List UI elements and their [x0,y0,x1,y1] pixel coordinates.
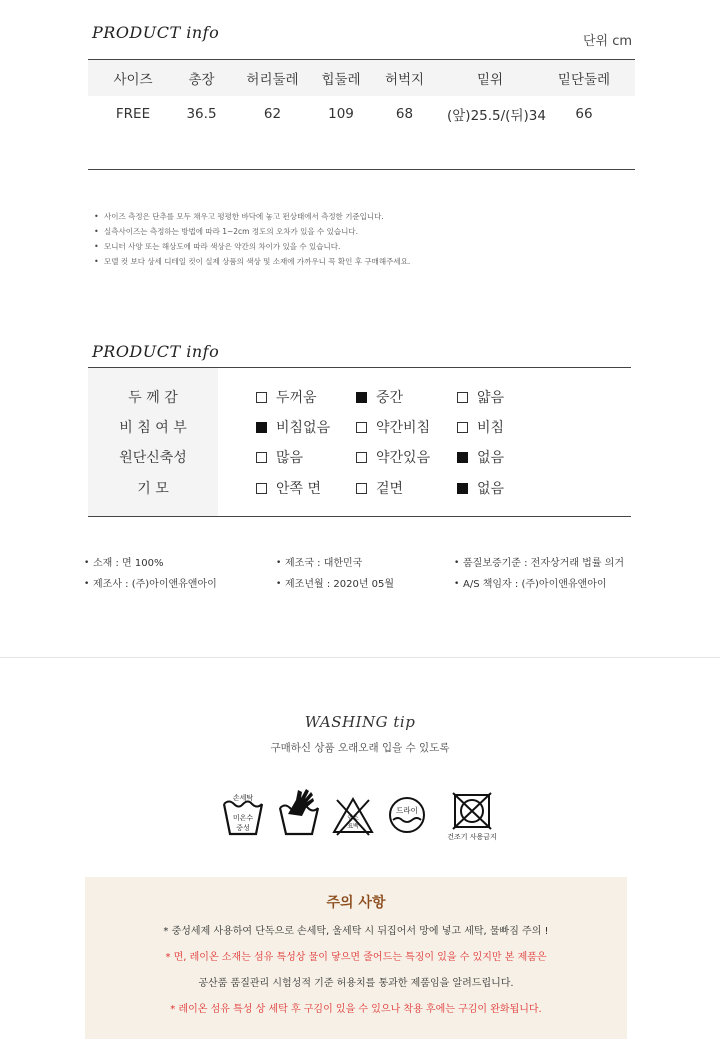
measurement-notes [94,209,410,269]
spec-date: • 제조년월 : 2020년 05월 [276,574,394,595]
spec-warranty: • 품질보증기준 : 전자상거래 법률 의거 [454,553,624,574]
row-label: 비 침 여 부 [119,420,187,436]
option-label: 없음 [477,481,505,497]
spec-country: • 제조국 : 대한민국 [276,553,394,574]
option-label: 중간 [376,390,404,406]
option-label: 얇음 [477,390,505,406]
caution-line: 공산품 품질관리 시험성적 기준 허용치를 통과한 제품임을 알려드립니다. [198,978,514,989]
option-none [457,447,504,467]
option-much [256,447,303,467]
option-label: 겉면 [376,481,404,497]
washing-icons [222,782,512,842]
cell-thigh: 68 [395,106,414,122]
washing-title: WASHING tip [304,713,416,731]
size-table-header [88,60,635,96]
no-bleach-text-2: 표백 [347,823,359,830]
washing-subtitle: 구매하신 상품 오래오래 입을 수 있도록 [270,742,450,754]
header-thigh: 허벅지 [384,72,425,88]
option-label: 비침 [477,420,505,436]
checkbox-icon [356,483,367,494]
header-size: 사이즈 [113,72,153,88]
info-row-stretch [88,441,631,471]
no-bleach-text-1: 염소 [347,815,359,822]
spec-material: • 소재 : 면 100% [84,553,217,574]
dry-clean-icon [388,796,426,834]
cell-size: FREE [115,106,151,122]
cell-hip: 109 [328,106,354,122]
option-thin [457,387,504,407]
info-row-brushed [88,472,631,502]
option-label: 약간비침 [376,420,431,436]
option-none [457,478,504,498]
checkbox-icon [457,392,468,403]
option-slight-sheer [356,417,430,437]
dry-clean-label: 드라이 [396,806,418,815]
caution-box [85,877,627,1039]
hand-wash-gloves-icon [278,786,320,836]
cell-rise: (앞)25.5/(뒤)34 [447,108,546,124]
hand-wash-icon [222,790,264,838]
option-medium [356,387,403,407]
option-some [356,447,430,467]
cell-hem: 66 [575,106,593,122]
size-table [88,59,635,132]
option-inner [256,478,321,498]
info-section-title: PRODUCT info [92,342,220,361]
checkbox-checked-icon [457,483,468,494]
fabric-info-table [88,367,631,517]
header-hip: 힙둘레 [321,72,361,88]
hand-wash-top-label: 손세탁 [232,794,254,802]
note-item: • 사이즈 측정은 단추를 모두 채우고 평평한 바닥에 놓고 펀상태에서 측정한 기준입니다. [94,209,410,224]
checkbox-checked-icon [256,422,267,433]
header-total-length: 총장 [188,72,215,88]
checkbox-icon [256,452,267,463]
size-section-title: PRODUCT info [92,23,220,42]
no-bleach-icon [332,796,374,836]
spec-as-manager: • A/S 책임자 : (주)아이앤유앤아이 [454,574,624,595]
caution-line: * 중성세제 사용하여 단독으로 손세탁, 울세탁 시 뒤집어서 망에 넣고 세탁, 물빠짐 주의 ! [163,926,549,937]
no-tumble-dry-label: 건조기 사용금지 [447,833,497,841]
checkbox-icon [356,452,367,463]
checkbox-checked-icon [457,452,468,463]
checkbox-icon [457,422,468,433]
option-label: 많음 [276,450,304,466]
option-label: 비침없음 [276,420,331,436]
note-item: • 모니터 사양 또는 해상도에 따라 색상은 약간의 차이가 있을 수 있습니다. [94,239,410,254]
spec-manufacturer: • 제조사 : (주)아이앤유앤아이 [84,574,217,595]
option-label: 약간있음 [376,450,431,466]
header-hem: 밑단둘레 [557,72,611,88]
caution-line-warning: * 면, 레이온 소재는 섬유 특성상 물이 닿으면 줄어드는 특징이 있을 수 있지만 본 제품은 [165,952,547,963]
row-label: 기 모 [137,481,169,497]
no-tumble-dry-icon [434,792,512,842]
option-outer [356,478,403,498]
spec-column-1 [84,553,217,595]
size-table-divider [88,169,635,170]
header-rise: 밑위 [476,72,504,88]
row-label: 두 께 감 [128,390,178,406]
checkbox-icon [356,422,367,433]
section-divider [0,657,720,658]
option-thick [256,387,317,407]
hand-wash-bottom-label: 중성 [236,824,250,832]
spec-column-3 [454,553,624,595]
caution-title: 주의 사항 [326,895,386,911]
info-row-thickness [88,381,631,411]
option-label: 두꺼움 [276,390,317,406]
checkbox-checked-icon [356,392,367,403]
checkbox-icon [256,392,267,403]
header-waist: 허리둘레 [246,72,299,88]
caution-line-warning: * 레이온 섬유 특성 상 세탁 후 구김이 있을 수 있으나 착용 후에는 구김이 완화됩니다. [170,1004,542,1015]
info-row-sheerness [88,411,631,441]
unit-label: 단위 cm [583,34,633,49]
option-label: 없음 [477,450,505,466]
cell-waist: 62 [263,106,282,122]
spec-column-2 [276,553,394,595]
note-item: • 실측사이즈는 측정하는 방법에 따라 1~2cm 정도의 오차가 있을 수 있습니다. [94,224,410,239]
cell-total-length: 36.5 [186,106,217,122]
hand-wash-mid-label: 미온수 [232,814,254,822]
checkbox-icon [256,483,267,494]
option-no-sheer [256,417,330,437]
option-sheer [457,417,504,437]
row-label: 원단신축성 [119,450,187,466]
note-item: • 모델 컷 보다 상세 디테일 컷이 실제 상품의 색상 및 소재에 가까우니 꼭 확인 후 구매해주세요. [94,254,410,269]
option-label: 안쪽 면 [276,481,322,497]
size-table-row [88,96,635,132]
